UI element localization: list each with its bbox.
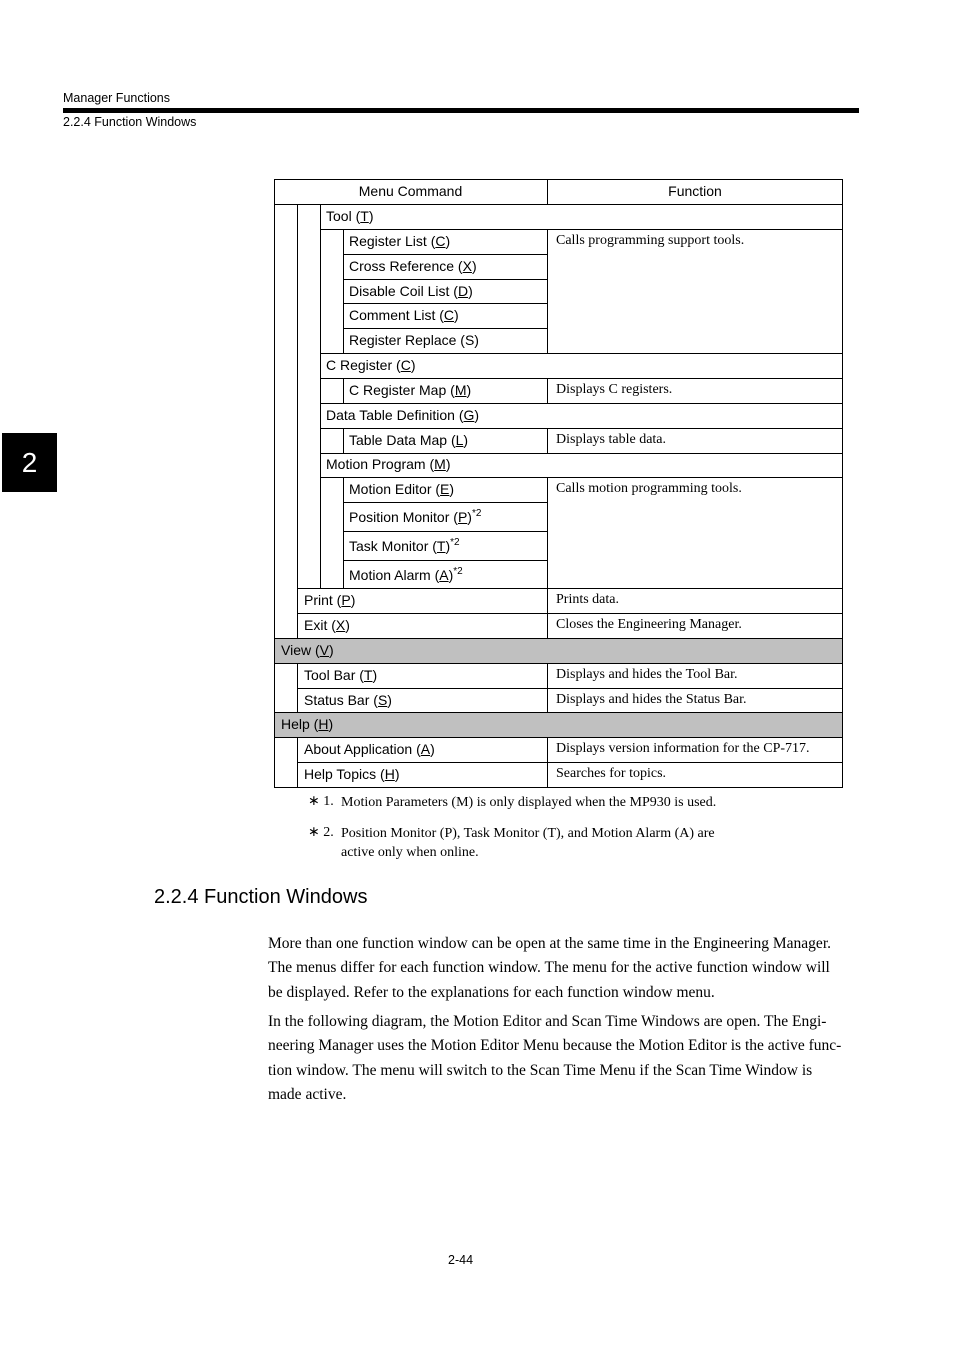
header-rule [63, 108, 859, 113]
rule [274, 737, 843, 738]
menu-group-view: View (V) [281, 642, 334, 658]
rule [320, 229, 843, 230]
menu-item-motion-program: Motion Program (M) [326, 456, 451, 472]
menu-item-print: Print (P) [304, 592, 356, 608]
menu-item-register-list: Register List (C) [349, 233, 451, 249]
rule [274, 663, 843, 664]
rule [320, 428, 843, 429]
menu-item-comment-list: Comment List (C) [349, 307, 459, 323]
menu-item-help-topics: Help Topics (H) [304, 766, 400, 782]
rule [343, 229, 344, 353]
rule [343, 477, 344, 588]
menu-item-table-data-map: Table Data Map (L) [349, 432, 469, 448]
menu-item-task-monitor: Task Monitor $(T)^{*2}$ [349, 537, 460, 554]
function-about-application: Displays version information for the CP-717. [556, 741, 810, 756]
rule [320, 378, 843, 379]
rule [343, 560, 547, 561]
rule [343, 531, 547, 532]
rule [297, 762, 843, 763]
menu-item-register-replace: Register Replace (S) [349, 332, 479, 348]
paragraph-line: The menus differ for each function window. The menu for the active function window will [268, 959, 830, 977]
menu-item-position-monitor: Position Monitor $(P)^{*2}$ [349, 508, 482, 525]
rule [274, 638, 843, 639]
menu-item-exit: Exit (X) [304, 617, 350, 633]
menu-item-about-application: About Application (A) [304, 741, 435, 757]
footnote-text-cont: active only when online. [341, 845, 479, 860]
paragraph-line: In the following diagram, the Motion Editor and Scan Time Windows are open. The Engi- [268, 1013, 827, 1030]
paragraph-line: made active. [268, 1085, 347, 1103]
menu-item-data-table-definition: Data Table Definition (G) [326, 407, 480, 423]
menu-group-help: Help (H) [281, 716, 334, 732]
function-motion-program: Calls motion programming tools. [556, 481, 742, 496]
rule [297, 588, 843, 589]
rule [320, 453, 843, 454]
rule [297, 737, 298, 788]
menu-command-table [274, 179, 843, 788]
footnote-text: Motion Parameters (M) is only displayed when the MP930 is used. [341, 795, 717, 810]
paragraph-line: neering Manager uses the Motion Editor Menu because the Motion Editor is the active func- [268, 1037, 842, 1055]
running-header-section: 2.2.4 Function Windows [63, 115, 197, 129]
paragraph-1 [268, 932, 860, 1005]
paragraph-line: tion window. The menu will switch to the Scan Time Menu if the Scan Time Window is [268, 1061, 813, 1079]
function-c-register-map: Displays C registers. [556, 382, 673, 397]
rule [343, 279, 547, 280]
function-tool-bar: Displays and hides the Tool Bar. [556, 667, 738, 682]
paragraph-line: be displayed. Refer to the explanations for each function window menu. [268, 983, 715, 1001]
rule [547, 229, 548, 353]
footnote-mark: ∗ 1. [308, 794, 334, 809]
rule [320, 477, 843, 478]
rule [320, 353, 843, 354]
menu-item-status-bar: Status Bar (S) [304, 692, 392, 708]
rule [297, 688, 843, 689]
rule [547, 663, 548, 712]
rule [343, 303, 547, 304]
rule [297, 663, 298, 712]
menu-item-motion-editor: Motion Editor (E) [349, 481, 455, 497]
footnote-text: Position Monitor (P), Task Monitor (T), and Motion Alarm (A) are [341, 826, 715, 841]
menu-item-motion-alarm: Motion Alarm $(A)^{*2}$ [349, 566, 463, 583]
page-number: 2-44 [448, 1253, 474, 1267]
rule [297, 613, 843, 614]
function-tool: Calls programming support tools. [556, 233, 745, 248]
rule [320, 204, 321, 588]
function-table-data-map: Displays table data. [556, 432, 667, 447]
section-heading: 2.2.4 Function Windows [154, 886, 368, 908]
rule [547, 378, 548, 403]
col-header-menu-command: Menu Command [358, 183, 463, 199]
rule [274, 204, 843, 205]
rule [343, 502, 547, 503]
rule [343, 328, 547, 329]
rule [547, 737, 548, 788]
menu-item-c-register-map: C Register Map (M) [349, 382, 472, 398]
menu-item-tool-bar: Tool Bar (T) [304, 667, 378, 683]
running-header-chapter: Manager Functions [63, 91, 171, 105]
function-exit: Closes the Engineering Manager. [556, 617, 742, 632]
rule [547, 428, 548, 453]
rule [343, 378, 344, 403]
menu-item-disable-coil-list: Disable Coil List (D) [349, 283, 473, 299]
rule [297, 204, 298, 638]
col-header-function: Function [668, 183, 722, 199]
function-help-topics: Searches for topics. [556, 766, 667, 781]
chapter-tab: 2 [2, 433, 57, 492]
paragraph-2 [268, 1010, 860, 1107]
rule [343, 254, 547, 255]
menu-item-tool: Tool (T) [326, 208, 374, 224]
paragraph-line: More than one function window can be open at the same time in the Engineering Manager. [268, 935, 831, 952]
menu-item-c-register: C Register (C) [326, 357, 416, 373]
function-print: Prints data. [556, 592, 619, 607]
rule [343, 428, 344, 453]
rule [547, 477, 548, 638]
menu-item-cross-reference: Cross Reference (X) [349, 258, 477, 274]
rule [274, 712, 843, 713]
function-status-bar: Displays and hides the Status Bar. [556, 692, 747, 707]
footnote-mark: ∗ 2. [308, 825, 334, 840]
rule [320, 403, 843, 404]
